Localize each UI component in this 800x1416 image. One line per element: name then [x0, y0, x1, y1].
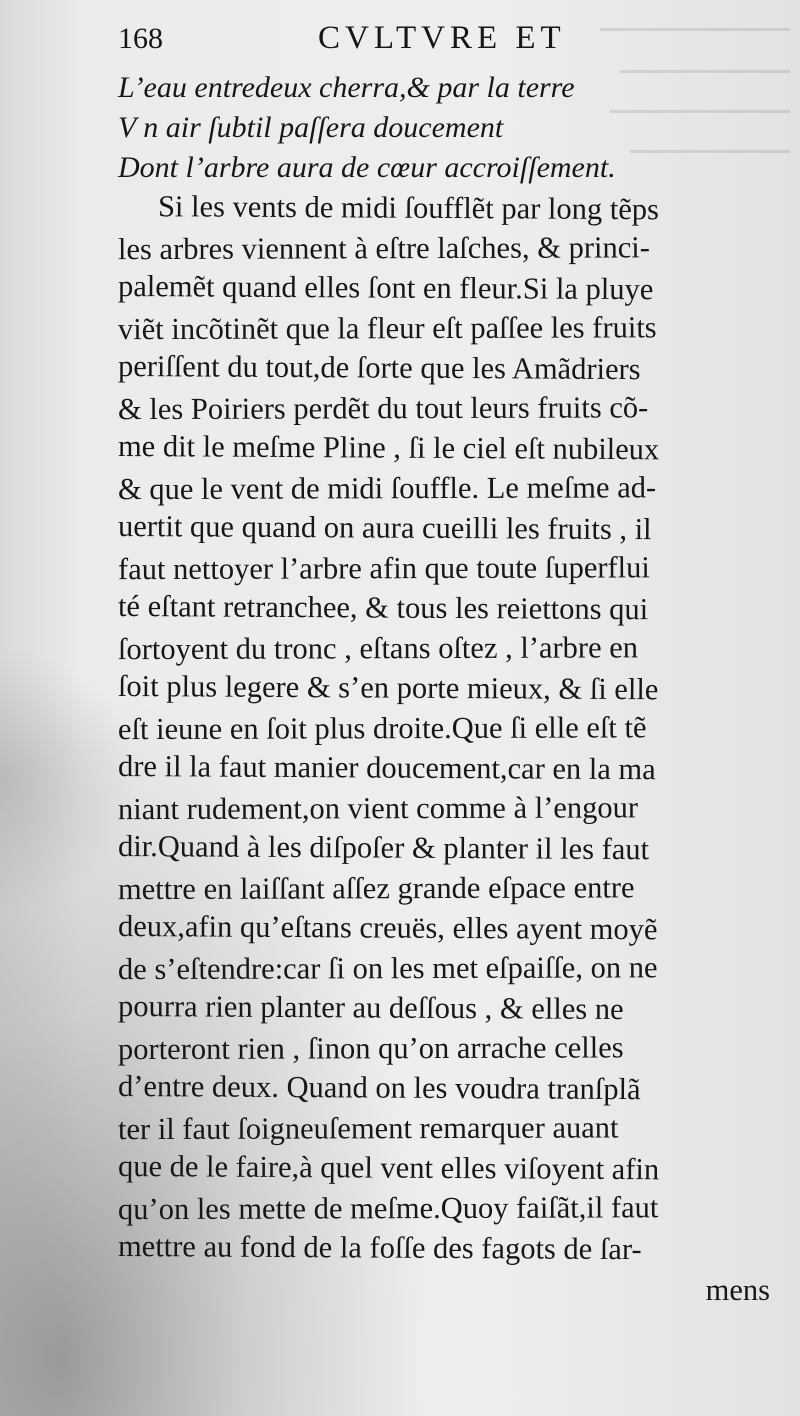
page-body	[118, 68, 780, 1312]
text-line: les arbres viennent à eſtre laſches, & princi-	[117, 230, 650, 267]
text-line: dir.Quand à les diſpoſer & planter il les faut	[117, 828, 650, 867]
text-line: mettre en laiſſant aſſez grande eſpace entre	[117, 870, 635, 907]
text-line: ſoit plus legere & s’en porte mieux, & ſi elle	[117, 668, 659, 707]
text-line: qu’on les mette de meſme.Quoy faiſãt,il faut	[117, 1190, 659, 1227]
text-line: deux,afin qu’eſtans creuës, elles ayent moyẽ	[117, 908, 658, 947]
page-header	[118, 18, 588, 62]
text-line: niant rudement,on vient comme à l’engour	[117, 790, 639, 827]
text-line: viẽt incõtinẽt que la fleur eſt paſſee les fruits	[117, 310, 657, 347]
catchword: mens	[705, 1273, 770, 1307]
text-line: faut nettoyer l’arbre afin que toute ſuperflui	[117, 550, 650, 587]
text-line: de s’eſtendre:car ſi on les met eſpaiſſe, on ne	[117, 950, 658, 987]
text-line: ſortoyent du tronc , eſtans oſtez , l’arbre en	[117, 630, 639, 667]
text-line: & que le vent de midi ſouffle. Le meſme ad-	[117, 470, 657, 507]
verse-line: V n air ſubtil paſſera doucement	[118, 111, 504, 144]
text-line: mettre au fond de la foſſe des fagots de ſar-	[117, 1228, 642, 1267]
prose-paragraph	[118, 188, 780, 1268]
text-line: periſſent du tout,de ſorte que les Amãdriers	[117, 348, 641, 387]
text-line: eſt ieune en ſoit plus droite.Que ſi elle eſt tẽ	[117, 710, 647, 747]
text-line: Si les vents de midi ſoufflẽt par long tẽps	[157, 189, 660, 227]
text-line: & les Poiriers perdẽt du tout leurs fruits cõ-	[117, 390, 649, 427]
running-head: CVLTVRE ET	[318, 20, 566, 56]
verse-line: Dont l’arbre aura de cœur accroiſſement.	[118, 151, 616, 184]
text-line: porteront rien , ſinon qu’on arrache celles	[117, 1030, 624, 1067]
text-line: uertit que quand on aura cueilli les fruits , il	[117, 508, 652, 547]
text-line: me dit le meſme Pline , ſi le ciel eſt nubileux	[117, 428, 660, 467]
text-line: ter il faut ſoigneuſement remarquer auant	[117, 1110, 619, 1147]
text-line: pourra rien planter au deſſous , & elles ne	[117, 988, 624, 1027]
text-line: d’entre deux. Quand on les voudra tranſplã	[117, 1068, 641, 1107]
text-line: palemẽt quand elles ſont en fleur.Si la pluye	[117, 268, 654, 307]
text-line: té eſtant retranchee, & tous les reiettons qui	[117, 588, 649, 627]
text-line: dre il la faut manier doucement,car en la ma	[117, 748, 656, 787]
text-line: que de le faire,à quel vent elles viſoyent afin	[117, 1148, 660, 1187]
verse-line: L’eau entredeux cherra,& par la terre	[118, 71, 575, 104]
page-number: 168	[118, 22, 163, 55]
